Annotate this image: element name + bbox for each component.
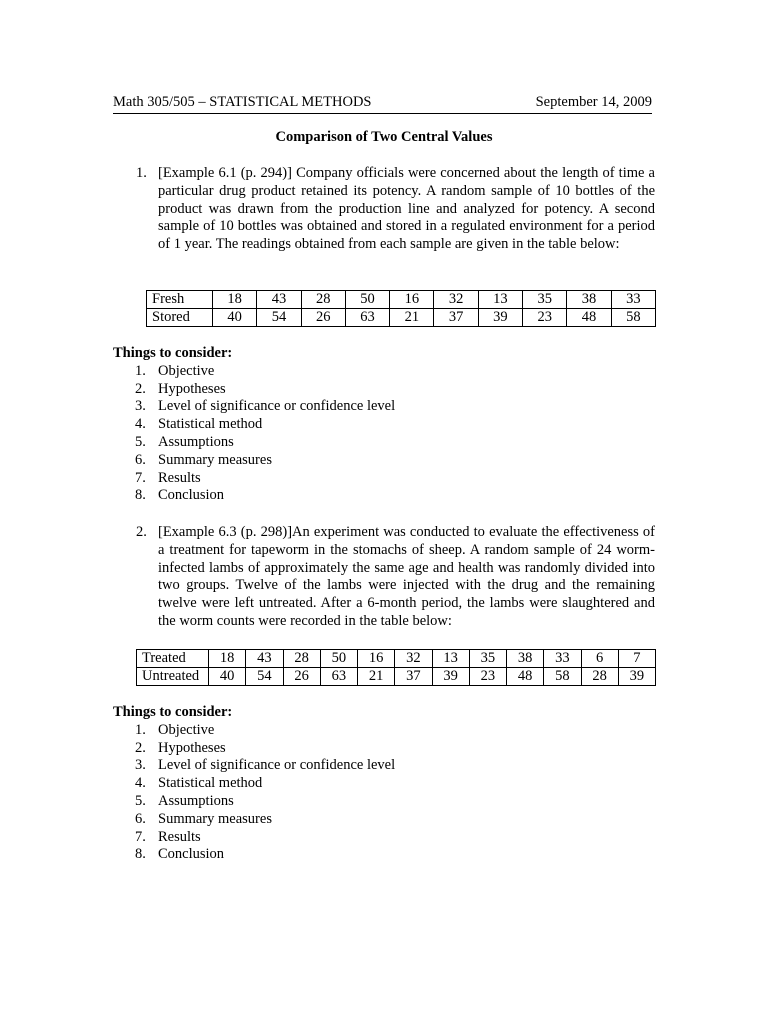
item-number: 8. <box>135 487 146 504</box>
table-cell: 13 <box>478 291 522 309</box>
things-heading: Things to consider: <box>113 704 233 720</box>
table-cell: 33 <box>544 650 581 668</box>
consider-list <box>113 363 395 505</box>
table-cell: 18 <box>209 650 246 668</box>
table-row <box>147 309 656 327</box>
table-cell: 21 <box>390 309 434 327</box>
table-cell: 26 <box>283 668 320 686</box>
list-item <box>113 722 395 740</box>
item-number: 6. <box>135 451 146 468</box>
problem-number: 2. <box>136 524 147 540</box>
item-text: Conclusion <box>158 487 225 504</box>
item-number: 5. <box>135 792 146 809</box>
item-text: Assumptions <box>158 433 234 450</box>
things-heading: Things to consider: <box>113 345 233 361</box>
item-text: Results <box>158 469 201 486</box>
table-cell: 63 <box>345 309 389 327</box>
table-cell: 58 <box>611 309 655 327</box>
table-cell: 63 <box>320 668 357 686</box>
list-item <box>113 363 395 381</box>
item-text: Level of significance or confidence level <box>158 398 396 415</box>
table-cell: 35 <box>523 291 567 309</box>
course-title: Math 305/505 – STATISTICAL METHODS <box>113 94 372 110</box>
table-cell: 38 <box>507 650 544 668</box>
table-cell: 23 <box>469 668 506 686</box>
item-text: Summary measures <box>158 810 272 827</box>
table-row <box>137 668 656 686</box>
list-item <box>113 434 395 452</box>
item-number: 4. <box>135 775 146 792</box>
table-row <box>147 291 656 309</box>
consider-list <box>113 722 395 864</box>
table-cell: 58 <box>544 668 581 686</box>
table-cell: 48 <box>567 309 611 327</box>
item-number: 3. <box>135 757 146 774</box>
item-number: 6. <box>135 810 146 827</box>
list-item <box>113 775 395 793</box>
page-header <box>113 93 652 114</box>
table-cell: 37 <box>434 309 478 327</box>
item-text: Level of significance or confidence level <box>158 757 396 774</box>
list-item <box>113 846 395 864</box>
problem-number: 1. <box>136 165 147 181</box>
table-cell: 39 <box>478 309 522 327</box>
list-item <box>113 398 395 416</box>
table-cell: 6 <box>581 650 618 668</box>
table-cell: 28 <box>301 291 345 309</box>
item-number: 2. <box>135 380 146 397</box>
item-text: Statistical method <box>158 775 263 792</box>
table-cell: 39 <box>432 668 469 686</box>
table-cell: 7 <box>618 650 655 668</box>
table-cell: 18 <box>213 291 257 309</box>
table-cell: 23 <box>523 309 567 327</box>
item-number: 4. <box>135 416 146 433</box>
problem-1 <box>136 165 655 254</box>
list-item <box>113 829 395 847</box>
row-label: Fresh <box>147 291 213 309</box>
item-number: 2. <box>135 739 146 756</box>
item-number: 3. <box>135 398 146 415</box>
table-row <box>137 650 656 668</box>
item-number: 5. <box>135 433 146 450</box>
list-item <box>113 381 395 399</box>
table-cell: 28 <box>581 668 618 686</box>
table-cell: 16 <box>390 291 434 309</box>
item-text: Objective <box>158 721 215 738</box>
table-cell: 13 <box>432 650 469 668</box>
list-item <box>113 757 395 775</box>
table-cell: 54 <box>246 668 283 686</box>
things-to-consider-2 <box>113 704 395 864</box>
header-date: September 14, 2009 <box>535 94 652 110</box>
item-text: Statistical method <box>158 416 263 433</box>
page-title: Comparison of Two Central Values <box>275 129 493 145</box>
things-to-consider-1 <box>113 345 395 505</box>
item-number: 1. <box>135 362 146 379</box>
table-cell: 48 <box>507 668 544 686</box>
row-label: Stored <box>147 309 213 327</box>
row-label: Treated <box>137 650 209 668</box>
row-label: Untreated <box>137 668 209 686</box>
list-item <box>113 470 395 488</box>
item-text: Summary measures <box>158 451 272 468</box>
item-number: 1. <box>135 721 146 738</box>
item-number: 7. <box>135 469 146 486</box>
table-cell: 26 <box>301 309 345 327</box>
list-item <box>113 793 395 811</box>
potency-table <box>146 290 656 327</box>
table-cell: 43 <box>257 291 301 309</box>
table-cell: 50 <box>320 650 357 668</box>
table-cell: 40 <box>213 309 257 327</box>
table-cell: 35 <box>469 650 506 668</box>
item-text: Assumptions <box>158 792 234 809</box>
table-cell: 50 <box>345 291 389 309</box>
table-cell: 32 <box>395 650 432 668</box>
problem-text: [Example 6.3 (p. 298)]An experiment was conducted to evaluate the effectiveness of a treatment for tapeworm in the stomachs of sheep. A random sample of 24 worm-infected lambs of approximately the same age and health was randomly divided into two groups. Twelve of the lambs were injected with the drug and the remaining twelve were left untreated. After a 6-month period, the lambs were slaughtered and the worm counts were recorded in the table below: <box>158 524 655 629</box>
item-number: 8. <box>135 846 146 863</box>
worm-count-table <box>136 649 656 686</box>
list-item <box>113 452 395 470</box>
table-cell: 38 <box>567 291 611 309</box>
table-cell: 16 <box>358 650 395 668</box>
item-text: Hypotheses <box>158 380 226 397</box>
problem-text: [Example 6.1 (p. 294)] Company officials were concerned about the length of time a particular drug product retained its potency. A random sample of 10 bottles of the product was drawn from the production line and analyzed for potency. A second sample of 10 bottles was obtained and stored in a regulated environment for a period of 1 year. The readings obtained from each sample are given in the table below: <box>158 165 655 253</box>
table-cell: 39 <box>618 668 655 686</box>
item-number: 7. <box>135 828 146 845</box>
item-text: Conclusion <box>158 846 225 863</box>
table-cell: 37 <box>395 668 432 686</box>
table-cell: 32 <box>434 291 478 309</box>
table-cell: 33 <box>611 291 655 309</box>
table-cell: 54 <box>257 309 301 327</box>
item-text: Results <box>158 828 201 845</box>
item-text: Hypotheses <box>158 739 226 756</box>
problem-2 <box>136 524 655 631</box>
table-cell: 28 <box>283 650 320 668</box>
list-item <box>113 416 395 434</box>
list-item <box>113 811 395 829</box>
item-text: Objective <box>158 362 215 379</box>
table-cell: 43 <box>246 650 283 668</box>
table-cell: 40 <box>209 668 246 686</box>
list-item <box>113 740 395 758</box>
list-item <box>113 487 395 505</box>
table-cell: 21 <box>358 668 395 686</box>
